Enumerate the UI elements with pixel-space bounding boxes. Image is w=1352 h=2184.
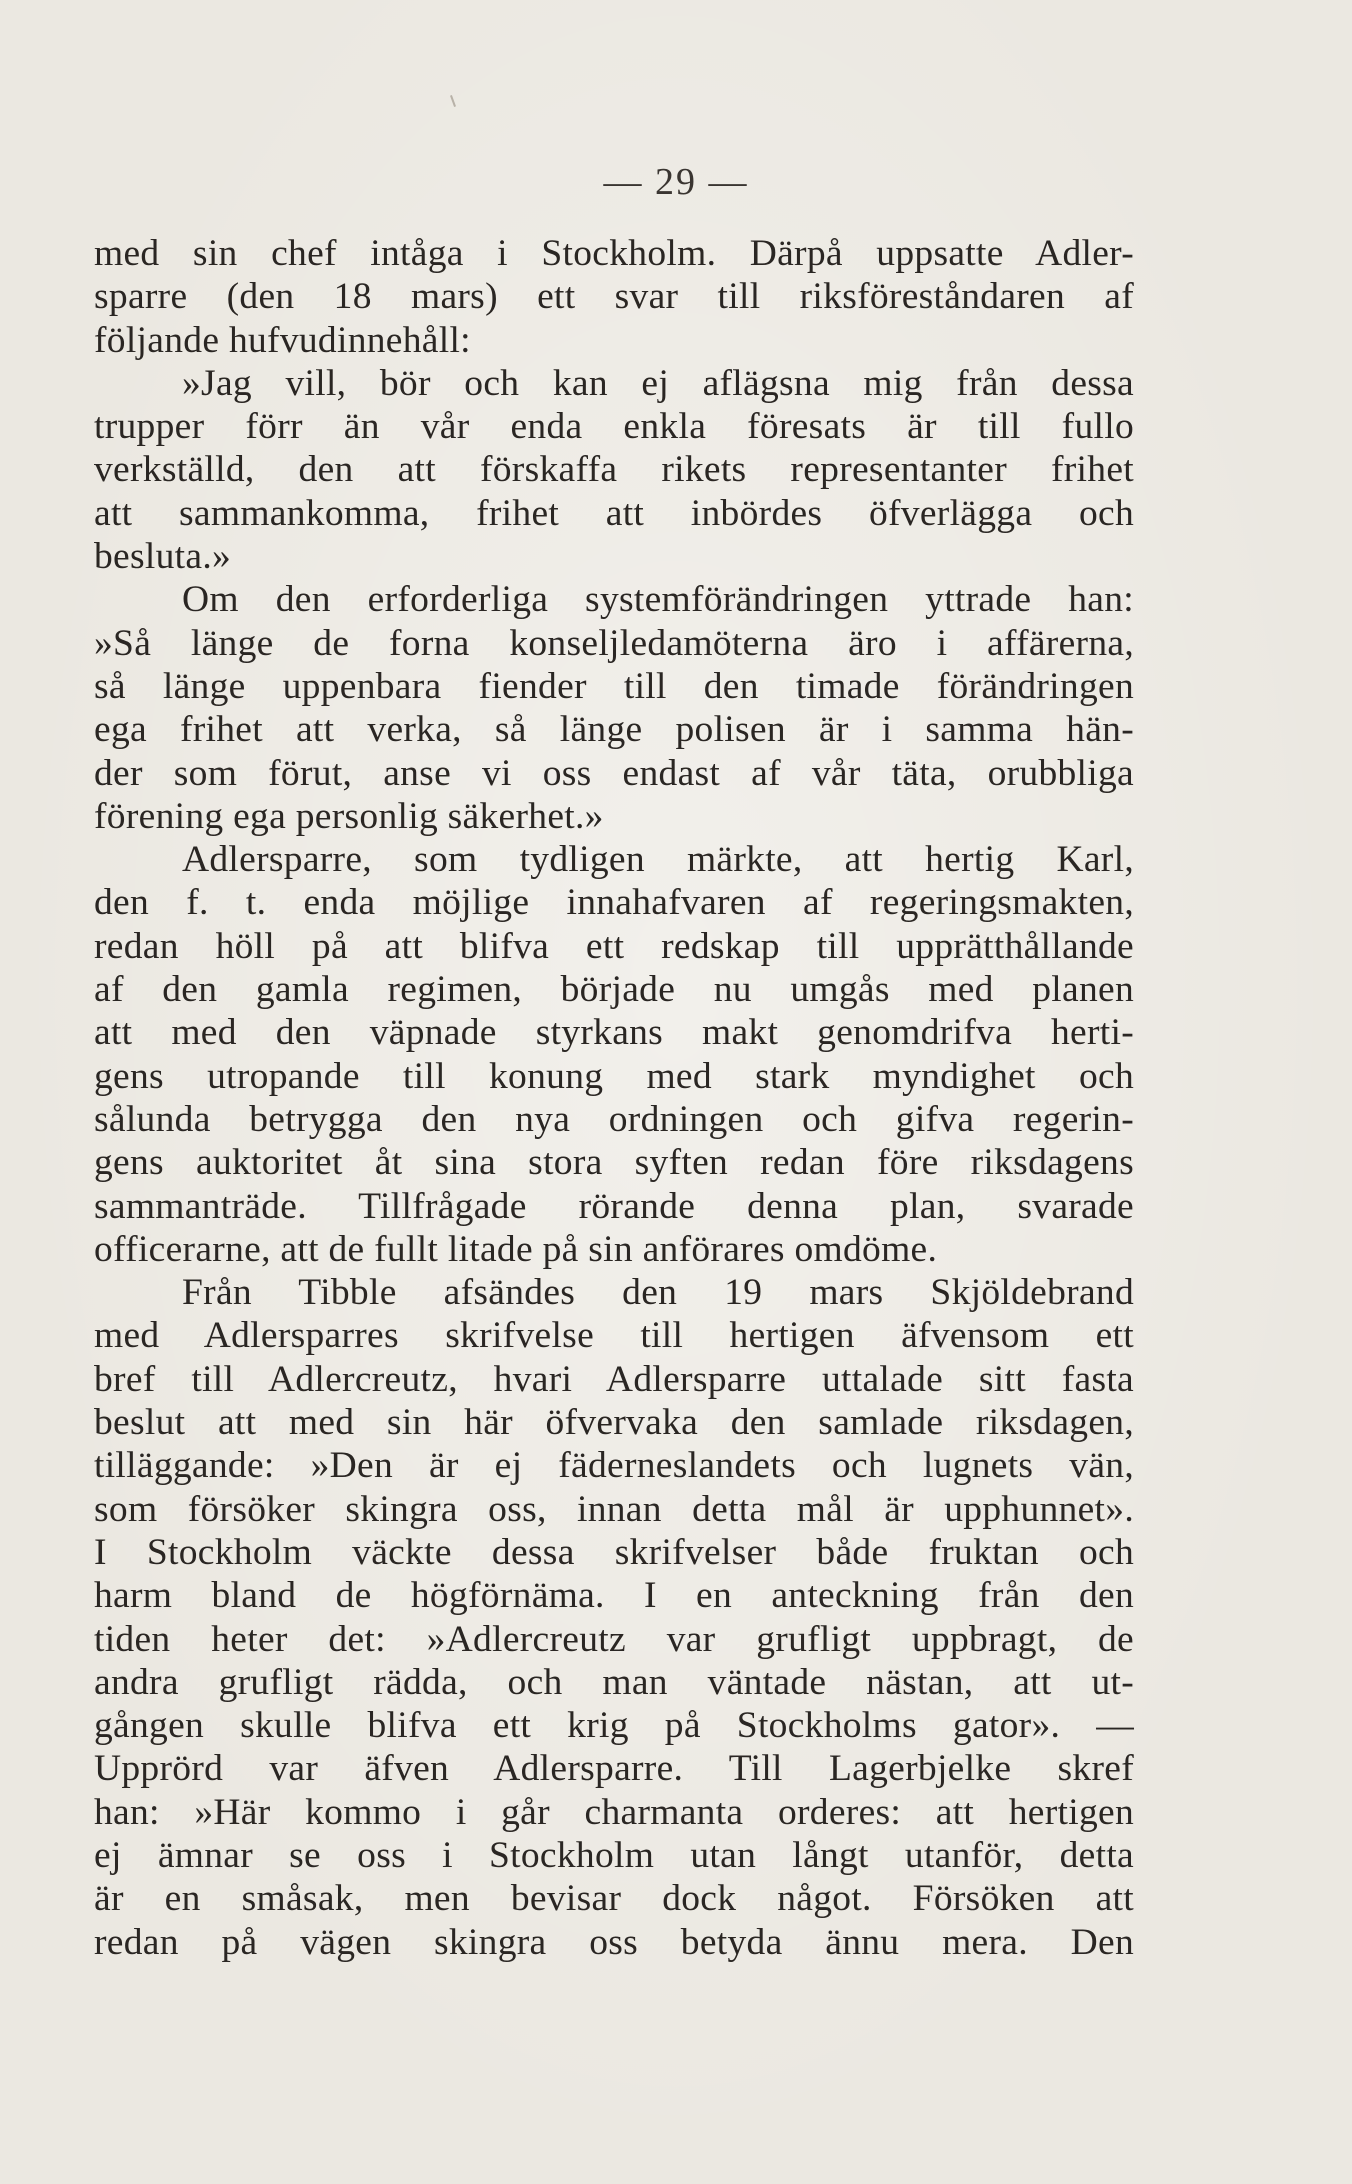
text-line: af den gamla regimen, började nu umgås med planen — [94, 969, 1134, 1011]
text-line: sparre (den 18 mars) ett svar till riksföreståndaren af — [94, 276, 1134, 318]
text-line: tiden heter det: »Adlercreutz var grufligt uppbragt, de — [94, 1618, 1134, 1660]
text-line: officerarne, att de fullt litade på sin anförares omdöme. — [94, 1228, 938, 1270]
page-number: — 29 — — [603, 161, 749, 203]
text-line: ej ämnar se oss i Stockholm utan långt utanför, detta — [94, 1834, 1134, 1876]
text-line: andra grufligt rädda, och man väntade nästan, att ut- — [94, 1661, 1134, 1703]
text-line: följande hufvudinnehåll: — [94, 319, 471, 361]
text-line: den f. t. enda möjlige innahafvaren af regeringsmakten, — [94, 882, 1134, 924]
text-line: redan på vägen skingra oss betyda ännu mera. Den — [94, 1921, 1134, 1963]
text-line: redan höll på att blifva ett redskap till upprätthållande — [94, 925, 1134, 967]
text-line: beslut att med sin här öfvervaka den samlade riksdagen, — [94, 1402, 1134, 1444]
text-line: ega frihet att verka, så länge polisen är i samma hän- — [94, 709, 1134, 751]
text-line: der som förut, anse vi oss endast af vår täta, orubbliga — [94, 752, 1134, 794]
text-line: gången skulle blifva ett krig på Stockholms gator». — — [94, 1705, 1134, 1747]
text-line: I Stockholm väckte dessa skrifvelser både fruktan och — [94, 1531, 1134, 1573]
text-line: förening ega personlig säkerhet.» — [94, 795, 604, 837]
text-line: sålunda betrygga den nya ordningen och gifva regerin- — [94, 1098, 1134, 1140]
text-line: verkställd, den att förskaffa rikets representanter frihet — [94, 449, 1134, 491]
text-line: Adlersparre, som tydligen märkte, att hertig Karl, — [182, 839, 1134, 881]
text-line: med sin chef intåga i Stockholm. Därpå uppsatte Adler- — [94, 233, 1134, 274]
text-line: »Jag vill, bör och kan ej aflägsna mig från dessa — [182, 362, 1134, 404]
text-line: »Så länge de forna konseljledamöterna äro i affärerna, — [94, 622, 1134, 664]
text-line: trupper förr än vår enda enkla föresats är till fullo — [94, 406, 1134, 448]
text-line: är en småsak, men bevisar dock något. Försöken att — [94, 1878, 1134, 1920]
text-line: bref till Adlercreutz, hvari Adlersparre uttalade sitt fasta — [94, 1358, 1134, 1400]
text-line: Från Tibble afsändes den 19 mars Skjöldebrand — [182, 1272, 1134, 1314]
text-line: harm bland de högförnäma. I en anteckning från den — [94, 1575, 1134, 1617]
text-line: han: »Här kommo i går charmanta orderes: att hertigen — [94, 1791, 1134, 1833]
text-line: besluta.» — [94, 536, 232, 578]
paper-speck — [450, 95, 456, 107]
text-line: att sammankomma, frihet att inbördes öfverlägga och — [94, 492, 1134, 534]
text-line: Upprörd var äfven Adlersparre. Till Lagerbjelke skref — [94, 1748, 1134, 1790]
text-line: med Adlersparres skrifvelse till hertigen äfvensom ett — [94, 1315, 1134, 1357]
text-line: som försöker skingra oss, innan detta mål är upphunnet». — [94, 1488, 1134, 1530]
text-line: gens auktoritet åt sina stora syften redan före riksdagens — [94, 1142, 1134, 1184]
body-text — [94, 232, 1134, 1964]
text-line: gens utropande till konung med stark myndighet och — [94, 1055, 1134, 1097]
text-line: sammanträde. Tillfrågade rörande denna plan, svarade — [94, 1185, 1134, 1227]
text-line: tilläggande: »Den är ej fäderneslandets och lugnets vän, — [94, 1445, 1134, 1487]
text-line: Om den erforderliga systemförändringen yttrade han: — [182, 579, 1134, 621]
text-line: att med den väpnade styrkans makt genomdrifva herti- — [94, 1012, 1134, 1054]
text-line: så länge uppenbara fiender till den timade förändringen — [94, 665, 1134, 707]
